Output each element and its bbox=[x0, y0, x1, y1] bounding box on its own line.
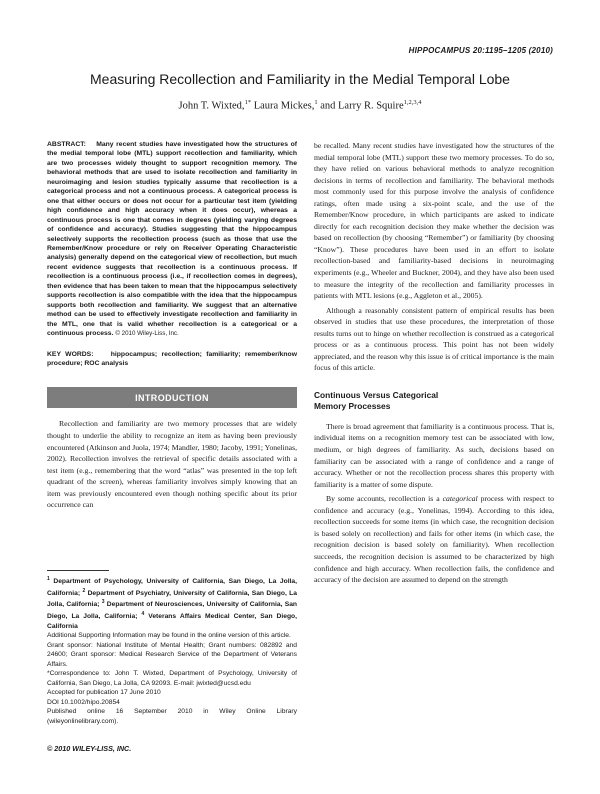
body-paragraph: be recalled. Many recent studies have investigated how the structures of the medial temporal lobe (MTL) support these two memory processes. To do so, they have relied on various behavioral methods to analyze recognition decisions in terms of recollection and familiarity. The behavioral methods most commonly used for this purpose involve the analysis of confidence ratings, often made using a six-point scale, and the use of the Remember/Know procedure, in which participants are asked to indicate directly for each recognition decision they make whether the decision was based on recollection (by choosing “Remember”) or familiarity (by choosing “Know”). These procedures have been used in an effort to isolate recollection-based and familiarity-based decisions in neuroimaging experiments (e.g., Wheeler and Buckner, 2004), and they have also been used to measure the integrity of the recollection and familiarity processes in patients with MTL lesions (e.g., Aggleton et al., 2005). bbox=[314, 141, 554, 301]
abstract-label: ABSTRACT: bbox=[47, 141, 86, 148]
correspondence-note: *Correspondence to: John T. Wixted, Department of Psychology, University of California, San Diego, La Jolla, CA 92093. E-mail: jwixted@ucsd.edu bbox=[47, 670, 297, 687]
author-name: John T. Wixted, bbox=[178, 100, 245, 112]
author-affiliation-marker: 1,2,3,4 bbox=[403, 99, 422, 106]
supporting-info-note: Additional Supporting Information may be found in the online version of this article. bbox=[47, 632, 291, 640]
affiliation-marker: 2 bbox=[82, 587, 86, 594]
affiliation-marker: 4 bbox=[141, 611, 145, 618]
doi: DOI 10.1002/hipo.20854 bbox=[47, 698, 120, 706]
affiliation-marker: 3 bbox=[101, 599, 105, 606]
keywords-text: hippocampus; recollection; familiarity; remember/know procedure; ROC analysis bbox=[47, 350, 297, 367]
author-name: and Larry R. Squire bbox=[317, 100, 404, 112]
page-copyright: © 2010 WILEY-LISS, INC. bbox=[47, 744, 132, 753]
body-paragraph: There is broad agreement that familiarity is a continuous process. That is, individual items on a recognition memory test can be associated with low, medium, or high degrees of familiarity. As such, decisions based on familiarity can be associated with a range of confidence and a range of accuracy. Whether or not the recollection process shares this property with familiarity is a matter of some dispute. bbox=[314, 421, 554, 489]
author-affiliation-marker: 1* bbox=[244, 99, 252, 106]
grant-note: Grant sponsor: National Institute of Mental Health; Grant numbers: 082892 and 24600; Grant sponsor: Medical Research Service of the Department of Veterans Affairs. bbox=[47, 641, 297, 668]
keywords-label: KEY WORDS: bbox=[47, 350, 94, 358]
abstract-copyright: © 2010 Wiley-Liss, Inc. bbox=[115, 330, 179, 338]
affiliations bbox=[47, 575, 297, 631]
abstract bbox=[47, 140, 297, 339]
author-affiliation-marker: 1 bbox=[314, 99, 318, 106]
subheading-line: Memory Processes bbox=[314, 400, 391, 411]
introduction-paragraph: Recollection and familiarity are two memory processes that are widely thought to underlie the ability to recognize an item as having been previously encountered (Atkinson and Juola, 1974; Mandler, 1980; Jacoby, 1991; Yonelinas, 2002). Recollection involves the retrieval of specific details associated with a test item (e.g., remembering that the word “atlas” was presented in the top left quadrant of the screen), whereas familiarity involves simply knowing that an item was previously encountered even though nothing specific about its prior occurrence can bbox=[47, 419, 297, 510]
section-subheading bbox=[314, 390, 554, 412]
right-column bbox=[314, 140, 554, 586]
accepted-date: Accepted for publication 17 June 2010 bbox=[47, 689, 161, 697]
author-list bbox=[40, 96, 560, 114]
footnote-rule bbox=[47, 570, 109, 571]
body-paragraph bbox=[314, 493, 554, 585]
footnotes bbox=[47, 570, 297, 726]
body-text: By some accounts, recollection is a bbox=[326, 494, 443, 504]
author-name: Laura Mickes, bbox=[251, 100, 315, 112]
subheading-line: Continuous Versus Categorical bbox=[314, 389, 439, 400]
affiliation: Department of Neurosciences, University of California, San Diego, La Jolla, California; bbox=[47, 601, 297, 621]
published-online-note: Published online 16 September 2010 in Wiley Online Library (wileyonlinelibrary.com). bbox=[47, 708, 297, 725]
emphasis-text: categorical bbox=[442, 494, 478, 504]
affiliation: Department of Psychiatry, University of California, San Diego, La Jolla, California; bbox=[47, 589, 297, 609]
keywords bbox=[47, 350, 297, 369]
body-paragraph: Although a reasonably consistent pattern of empirical results has been observed in studies that use these procedures, the interpretation of those results turns out to hinge on whether recollection is construed as a categorical process or as a continuous process. This point has not been widely appreciated, and the reason why this issue is of critical importance is the main focus of this article. bbox=[314, 305, 554, 373]
affiliation-marker: 1 bbox=[47, 576, 50, 582]
abstract-text: Many recent studies have investigated how the structures of the medial temporal lobe (MTL) support recollection and familiarity, which are two processes widely thought to support recognition memory. The behavioral methods that are used to isolate recollection and familiarity in neuroimaging and lesion studies typically assume that recollection is a categorical process and not a continuous process. A categorical process is one that either occurs or does not occur for a particular test item (yielding high confidence and high accuracy when it does occur), whereas a continuous process is one that comes in degrees (yielding varying degrees of confidence and accuracy). Studies suggesting that the hippocampus selectively supports the recollection process (such as those that use the Remember/Know procedure or rely on Receiver Operating Characteristic analysis) generally depend on the categorical view of recollection, but much recent evidence suggests that recollection is a continuous process. If recollection is a continuous process (i.e., if recollection comes in degrees), then evidence that has been taken to mean that the hippocampus selectively supports recollection is also compatible with the idea that the hippocampus supports both recollection and familiarity. We suggest that an alternative method can be used to effectively investigate recollection and familiarity in the MTL, one that is valid whether recollection is a categorical or a continuous process. bbox=[47, 141, 297, 338]
affiliation: Veterans Affairs Medical Center, San Diego, California bbox=[47, 613, 297, 630]
journal-reference: HIPPOCAMPUS 20:1195–1205 (2010) bbox=[408, 46, 553, 55]
introduction-heading: INTRODUCTION bbox=[47, 387, 297, 408]
body-text: process with respect to confidence and accuracy (e.g., Yonelinas, 1994). According to this idea, recollection succeeds for some items (in which case, the recognition decision is based solely on recollection) and fails for other items (in which case, the recognition decision is based solely on familiarity). When recollection succeeds, the recognition decision is assumed to be characterized by high confidence and high accuracy. When recollection fails, the confidence and accuracy of the decision are assumed to depend on the strength bbox=[314, 494, 554, 585]
affiliation: Department of Psychology, University of California, San Diego, La Jolla, California; bbox=[47, 578, 297, 597]
article-title: Measuring Recollection and Familiarity in the Medial Temporal Lobe bbox=[90, 71, 510, 87]
left-column bbox=[47, 140, 297, 511]
